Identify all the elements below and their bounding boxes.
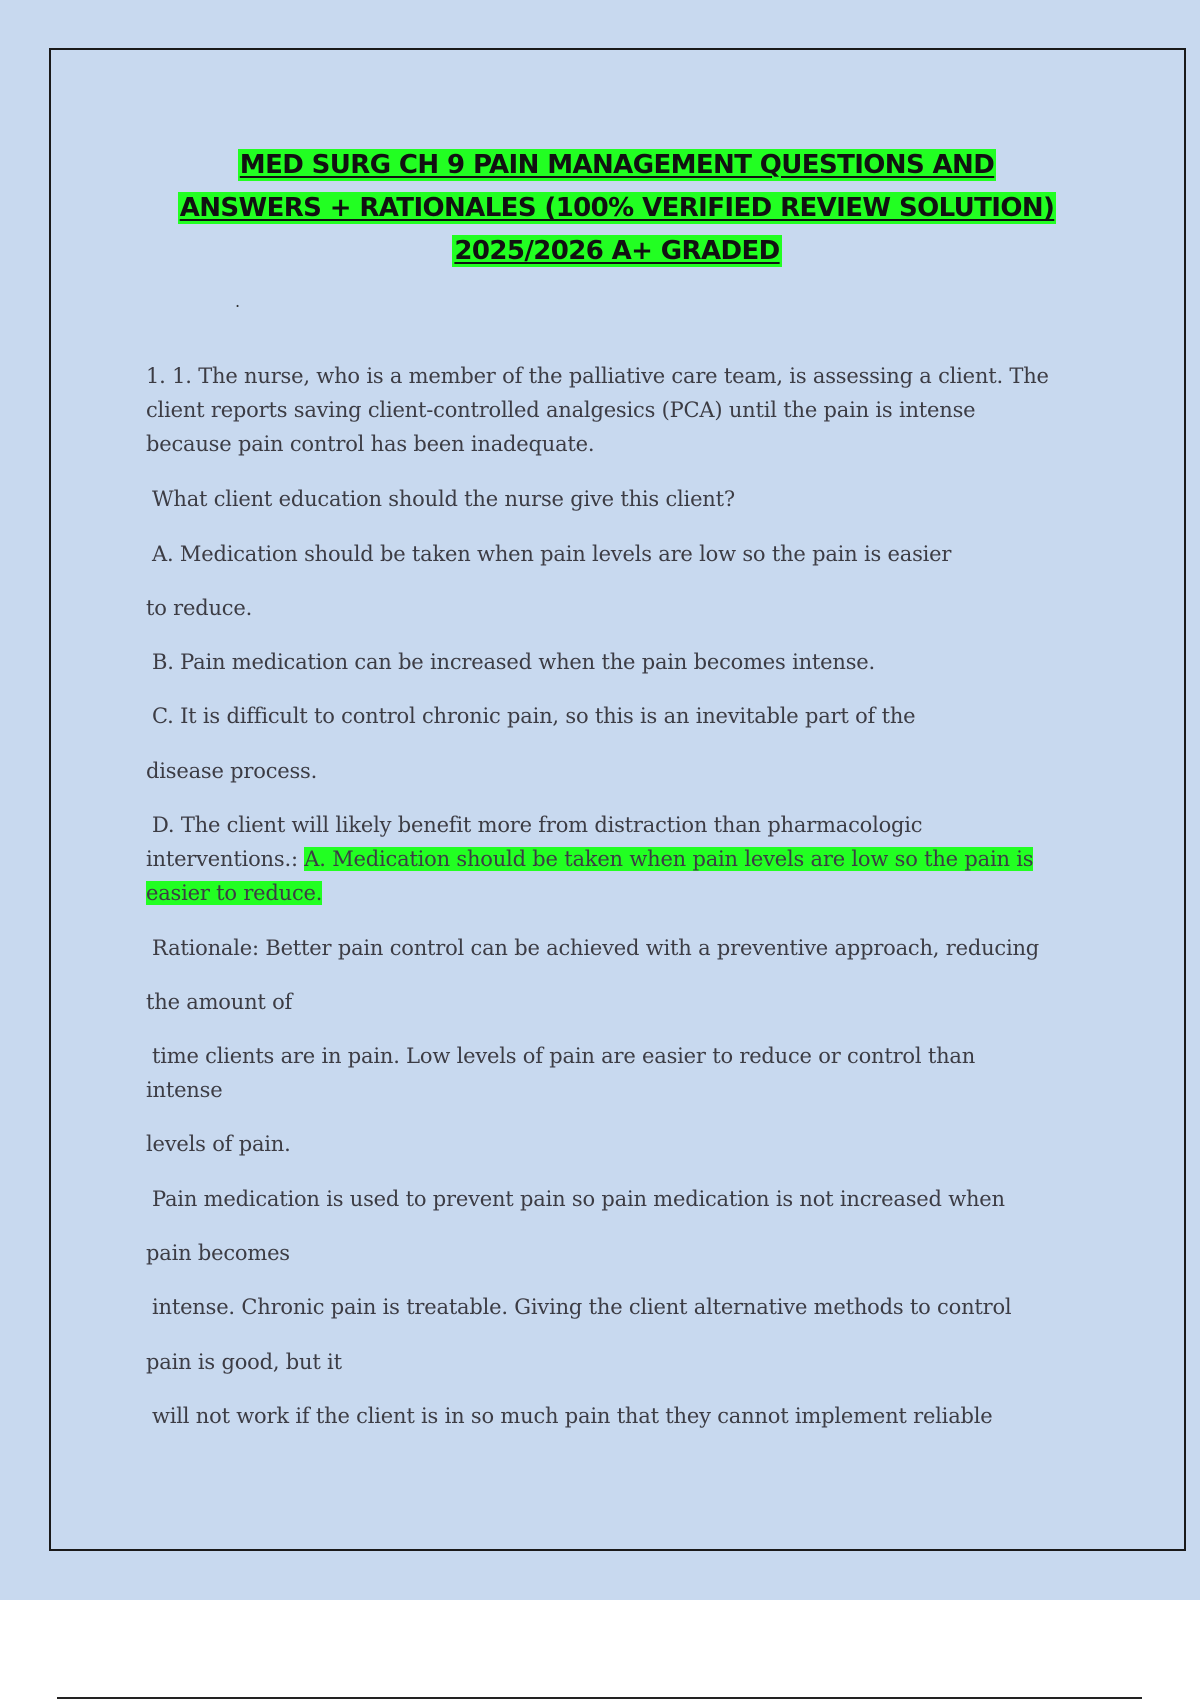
question-stem-line-3: because pain control has been inadequate. — [146, 432, 595, 456]
correct-answer-highlight-2: easier to reduce. — [146, 881, 323, 905]
stray-mark: . — [235, 292, 241, 311]
question-stem-line-1: 1. 1. The nurse, who is a member of the palliative care team, is assessing a client. The — [146, 364, 1049, 388]
question-stem-line-2: client reports saving client-controlled analgesics (PCA) until the pain is intense — [146, 398, 976, 422]
option-b: B. Pain medication can be increased when the pain becomes intense. — [152, 650, 875, 674]
option-d-line-2 — [146, 842, 1096, 876]
title-line-2: ANSWERS + RATIONALES (100% VERIFIED REVIEW SOLUTION) — [179, 193, 1055, 223]
document-title — [120, 144, 1114, 273]
rationale-line-9: pain is good, but it — [146, 1350, 342, 1374]
option-d-suffix: interventions.: — [146, 847, 305, 871]
footer-rule — [57, 1697, 1142, 1699]
rationale-line-2: the amount of — [146, 990, 293, 1014]
rationale-line-6: Pain medication is used to prevent pain so pain medication is not increased when — [152, 1187, 1005, 1211]
page-border-frame — [49, 48, 1186, 1551]
rationale-line-3: time clients are in pain. Low levels of pain are easier to reduce or control than — [152, 1044, 976, 1068]
rationale-line-5: levels of pain. — [146, 1132, 291, 1156]
option-a-line-2: to reduce. — [146, 596, 253, 620]
option-c-line-1: C. It is difficult to control chronic pain, so this is an inevitable part of the — [152, 704, 916, 728]
rationale-line-8: intense. Chronic pain is treatable. Giving the client alternative methods to control — [152, 1295, 1012, 1319]
answer-line-2 — [146, 876, 1096, 910]
option-a-line-1: A. Medication should be taken when pain levels are low so the pain is easier — [152, 542, 952, 566]
rationale-line-10: will not work if the client is in so much pain that they cannot implement reliable — [152, 1404, 993, 1428]
rationale-line-1: Rationale: Better pain control can be achieved with a preventive approach, reducing — [152, 936, 1040, 960]
title-line-1: MED SURG CH 9 PAIN MANAGEMENT QUESTIONS AND — [239, 150, 995, 180]
option-d-line-1: D. The client will likely benefit more from distraction than pharmacologic — [152, 813, 923, 837]
question-prompt: What client education should the nurse give this client? — [152, 487, 735, 511]
correct-answer-highlight-1: A. Medication should be taken when pain levels are low so the pain is — [304, 847, 1034, 871]
rationale-line-4: intense — [146, 1078, 223, 1102]
title-line-3: 2025/2026 A+ GRADED — [454, 236, 780, 266]
option-c-line-2: disease process. — [146, 759, 318, 783]
rationale-line-7: pain becomes — [146, 1241, 290, 1265]
